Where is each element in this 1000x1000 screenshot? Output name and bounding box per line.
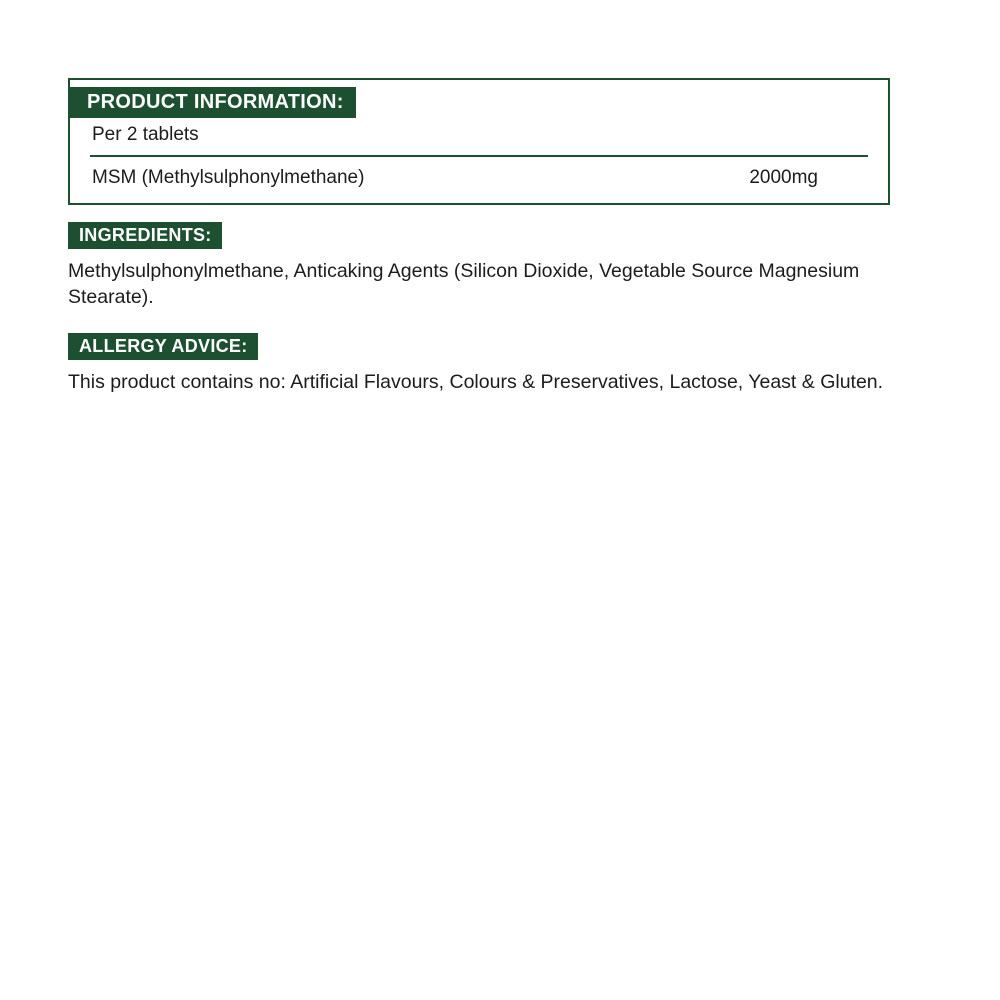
allergy-advice-text: This product contains no: Artificial Flavours, Colours & Preservatives, Lactose, Yeast & Gluten.	[68, 371, 884, 393]
allergy-advice-section	[68, 333, 928, 395]
serving-basis-text: Per 2 tablets	[92, 124, 199, 145]
product-information-body	[70, 114, 888, 203]
ingredients-heading: INGREDIENTS:	[68, 222, 222, 249]
ingredients-section	[68, 222, 928, 311]
table-row	[90, 157, 868, 191]
nutrient-amount: 2000mg	[749, 166, 818, 188]
nutrient-name: MSM (Methylsulphonylmethane)	[92, 166, 365, 188]
allergy-advice-heading: ALLERGY ADVICE:	[68, 333, 258, 360]
product-information-panel	[68, 78, 890, 205]
product-information-header-row	[70, 80, 888, 114]
product-information-heading: PRODUCT INFORMATION:	[70, 87, 356, 118]
ingredients-text: Methylsulphonylmethane, Anticaking Agents (Silicon Dioxide, Vegetable Source Magnesium Stearate).	[68, 260, 860, 309]
